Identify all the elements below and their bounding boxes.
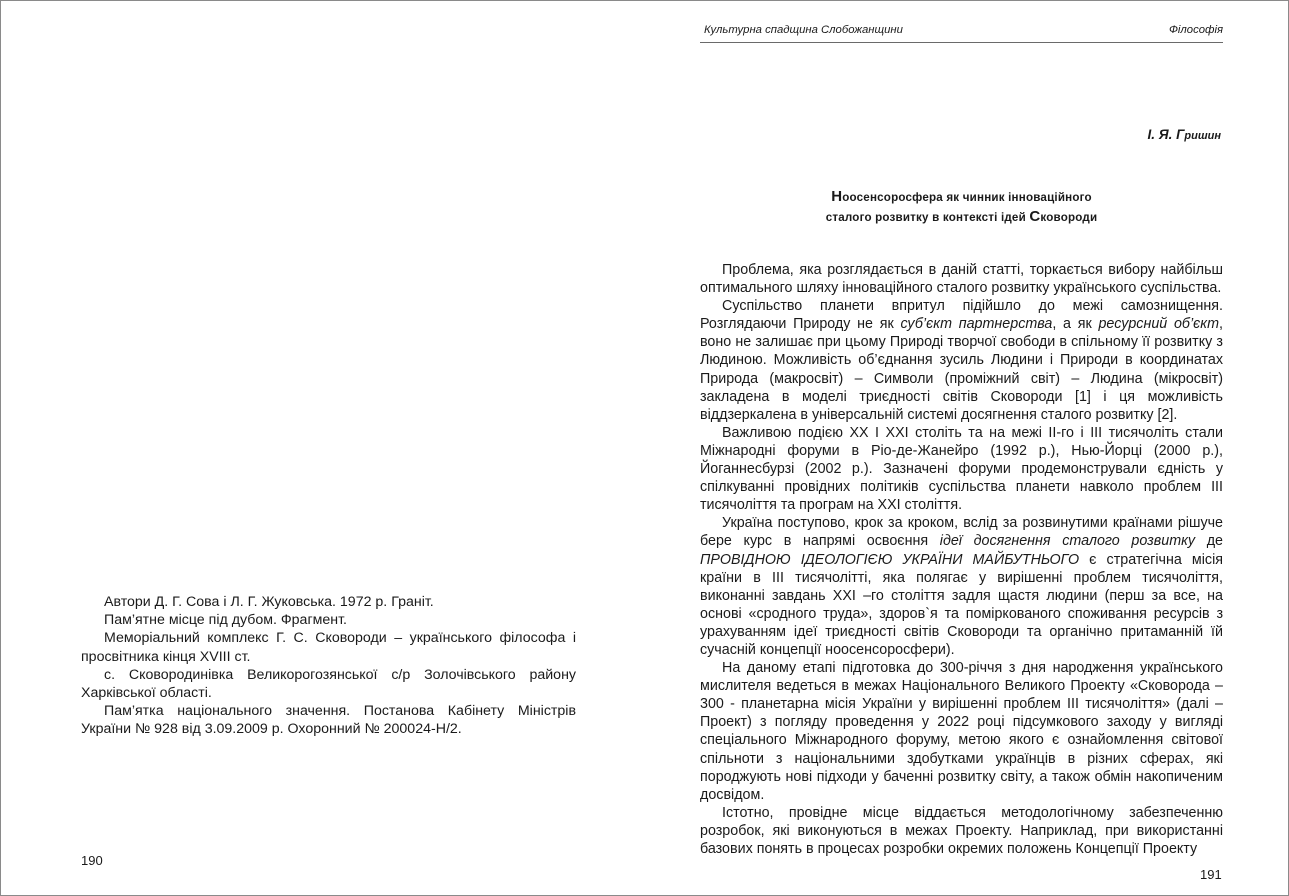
title-line-2 [700,207,1223,227]
title-text: ковороди [1040,211,1098,224]
caption-line: Автори Д. Г. Сова і Л. Г. Жуковська. 1972 р. Граніт. [104,594,434,610]
running-header [700,22,1223,43]
author-initials: І. Я. Г [1147,127,1185,142]
paragraph: На даному етапі підготовка до 300-річчя з дня народження українського мислителя ведеться в межах Національного Великого Проекту «Сковорода – 300 - планетарна місія України у вирішенні проблем ІІІ тисячоліття» (далі – Проект) з погляду проведення у 2022 році підсумкового заходу у вигляді спеціального Міжнародного форуму, метою якого є ознайомлення світової спільноти з національними здобутками українців в різних сферах, які породжують нові підходи у баченні розвитку світу, а також обмін накопиченим досвідом. [700,660,1223,803]
article-title [700,187,1223,227]
italic-phrase: суб’єкт партнерства [900,316,1053,333]
paragraph: Україна поступово, крок за кроком, вслід за розвинутими країнами рішуче бере курс в напрямі освоєння ідеї досягнення сталого розвитку де ПРОВІДНОЮ ІДЕОЛОГІЄЮ УКРАЇНИ МАЙБУТНЬОГО є стратегічна місія країни в ІІІ тисячолітті, яка полягає у вирішенні проблем тисячоліття, виконанні завдань ХХІ –го століття задля щастя людини (перш за все, на основі «сродного труда», здоров`я та поміркованого споживання ресурсів з урахуванням ідеї триєдності світів Сковороди та органічно притаманній їй сучасній концепції ноосенсоросфери). [700,515,1224,658]
title-cap: С [1029,208,1041,225]
header-section: Філософія [1168,24,1223,36]
caption-line: Пам’ятне місце під дубом. Фрагмент. [104,612,347,629]
paragraph: Важливою подією ХХ І ХХІ століть та на межі ІІ-го і ІІІ тисячоліть стали Міжнародні форуми в Ріо-де-Жанейро (1992 р.), Нью-Йорці (2000 р.), Йоганнесбурзі (2002 р.). Зазначені форуми продемонстрували єдність у спілкуванні провідних політиків суспільства планети навколо проблем ІІІ тисячоліття та програм на ХХІ століття. [700,424,1223,514]
author-surname: ришин [1184,130,1221,142]
article-body [700,261,1223,858]
page-number-right: 191 [1200,867,1222,882]
title-text: оосенсоросфера як чинник інноваційного [842,191,1092,204]
title-text: сталого розвитку в контексті ідей [825,211,1030,224]
caption-line: Меморіальний комплекс Г. С. Сковороди – українського філософа і просвітника кінця XVIII ст. [81,630,576,665]
italic-phrase: ресурсний об’єкт [1098,316,1220,333]
caption-line: с. Сковородинівка Великорогозянської с/р Золочівського району Харківської області. [81,666,576,702]
page-number-left: 190 [81,853,103,868]
paragraph: Істотно, провідне місце віддається методологічному забезпеченню розробок, які виконуються в межах Проекту. Наприклад, при використанні базових понять в процесах розробки окремих положень Концепції Проекту [700,804,1223,857]
caption-line: Пам’ятка національного значення. Постанова Кабінету Міністрів України № 928 від 3.09.2009 р. Охоронний № 200024-Н/2. [81,703,576,738]
italic-phrase: ПРОВІДНОЮ ІДЕОЛОГІЄЮ УКРАЇНИ МАЙБУТНЬОГО [700,551,1080,568]
paragraph: Проблема, яка розглядається в даній статті, торкається вибору найбільш оптимального шляху інноваційного сталого розвитку українського суспільства. [700,262,1223,297]
article-author [1148,127,1221,142]
title-drop-cap: Н [831,188,843,205]
photo-caption [81,593,576,739]
title-line-1 [700,187,1223,207]
header-journal-title: Культурна спадщина Слобожанщини [704,24,903,36]
paragraph: Суспільство планети впритул підійшло до межі самознищення. Розглядаючи Природу не як суб’єкт партнерства, а як ресурсний об’єкт, воно не залишає при цьому Природі творчої свободи в спільному її розвитку з Людиною. Можливість об’єднання зусиль Людини і Природи в координатах Природа (макросвіт) – Символи (проміжний світ) – Людина (мікросвіт) закладена в моделі триєдності світів Сковороди [1] і ця можливість віддзеркалена в універсальній системі досягнення сталого розвитку [2]. [700,298,1224,423]
italic-phrase: ідеї досягнення сталого розвитку [939,533,1196,550]
